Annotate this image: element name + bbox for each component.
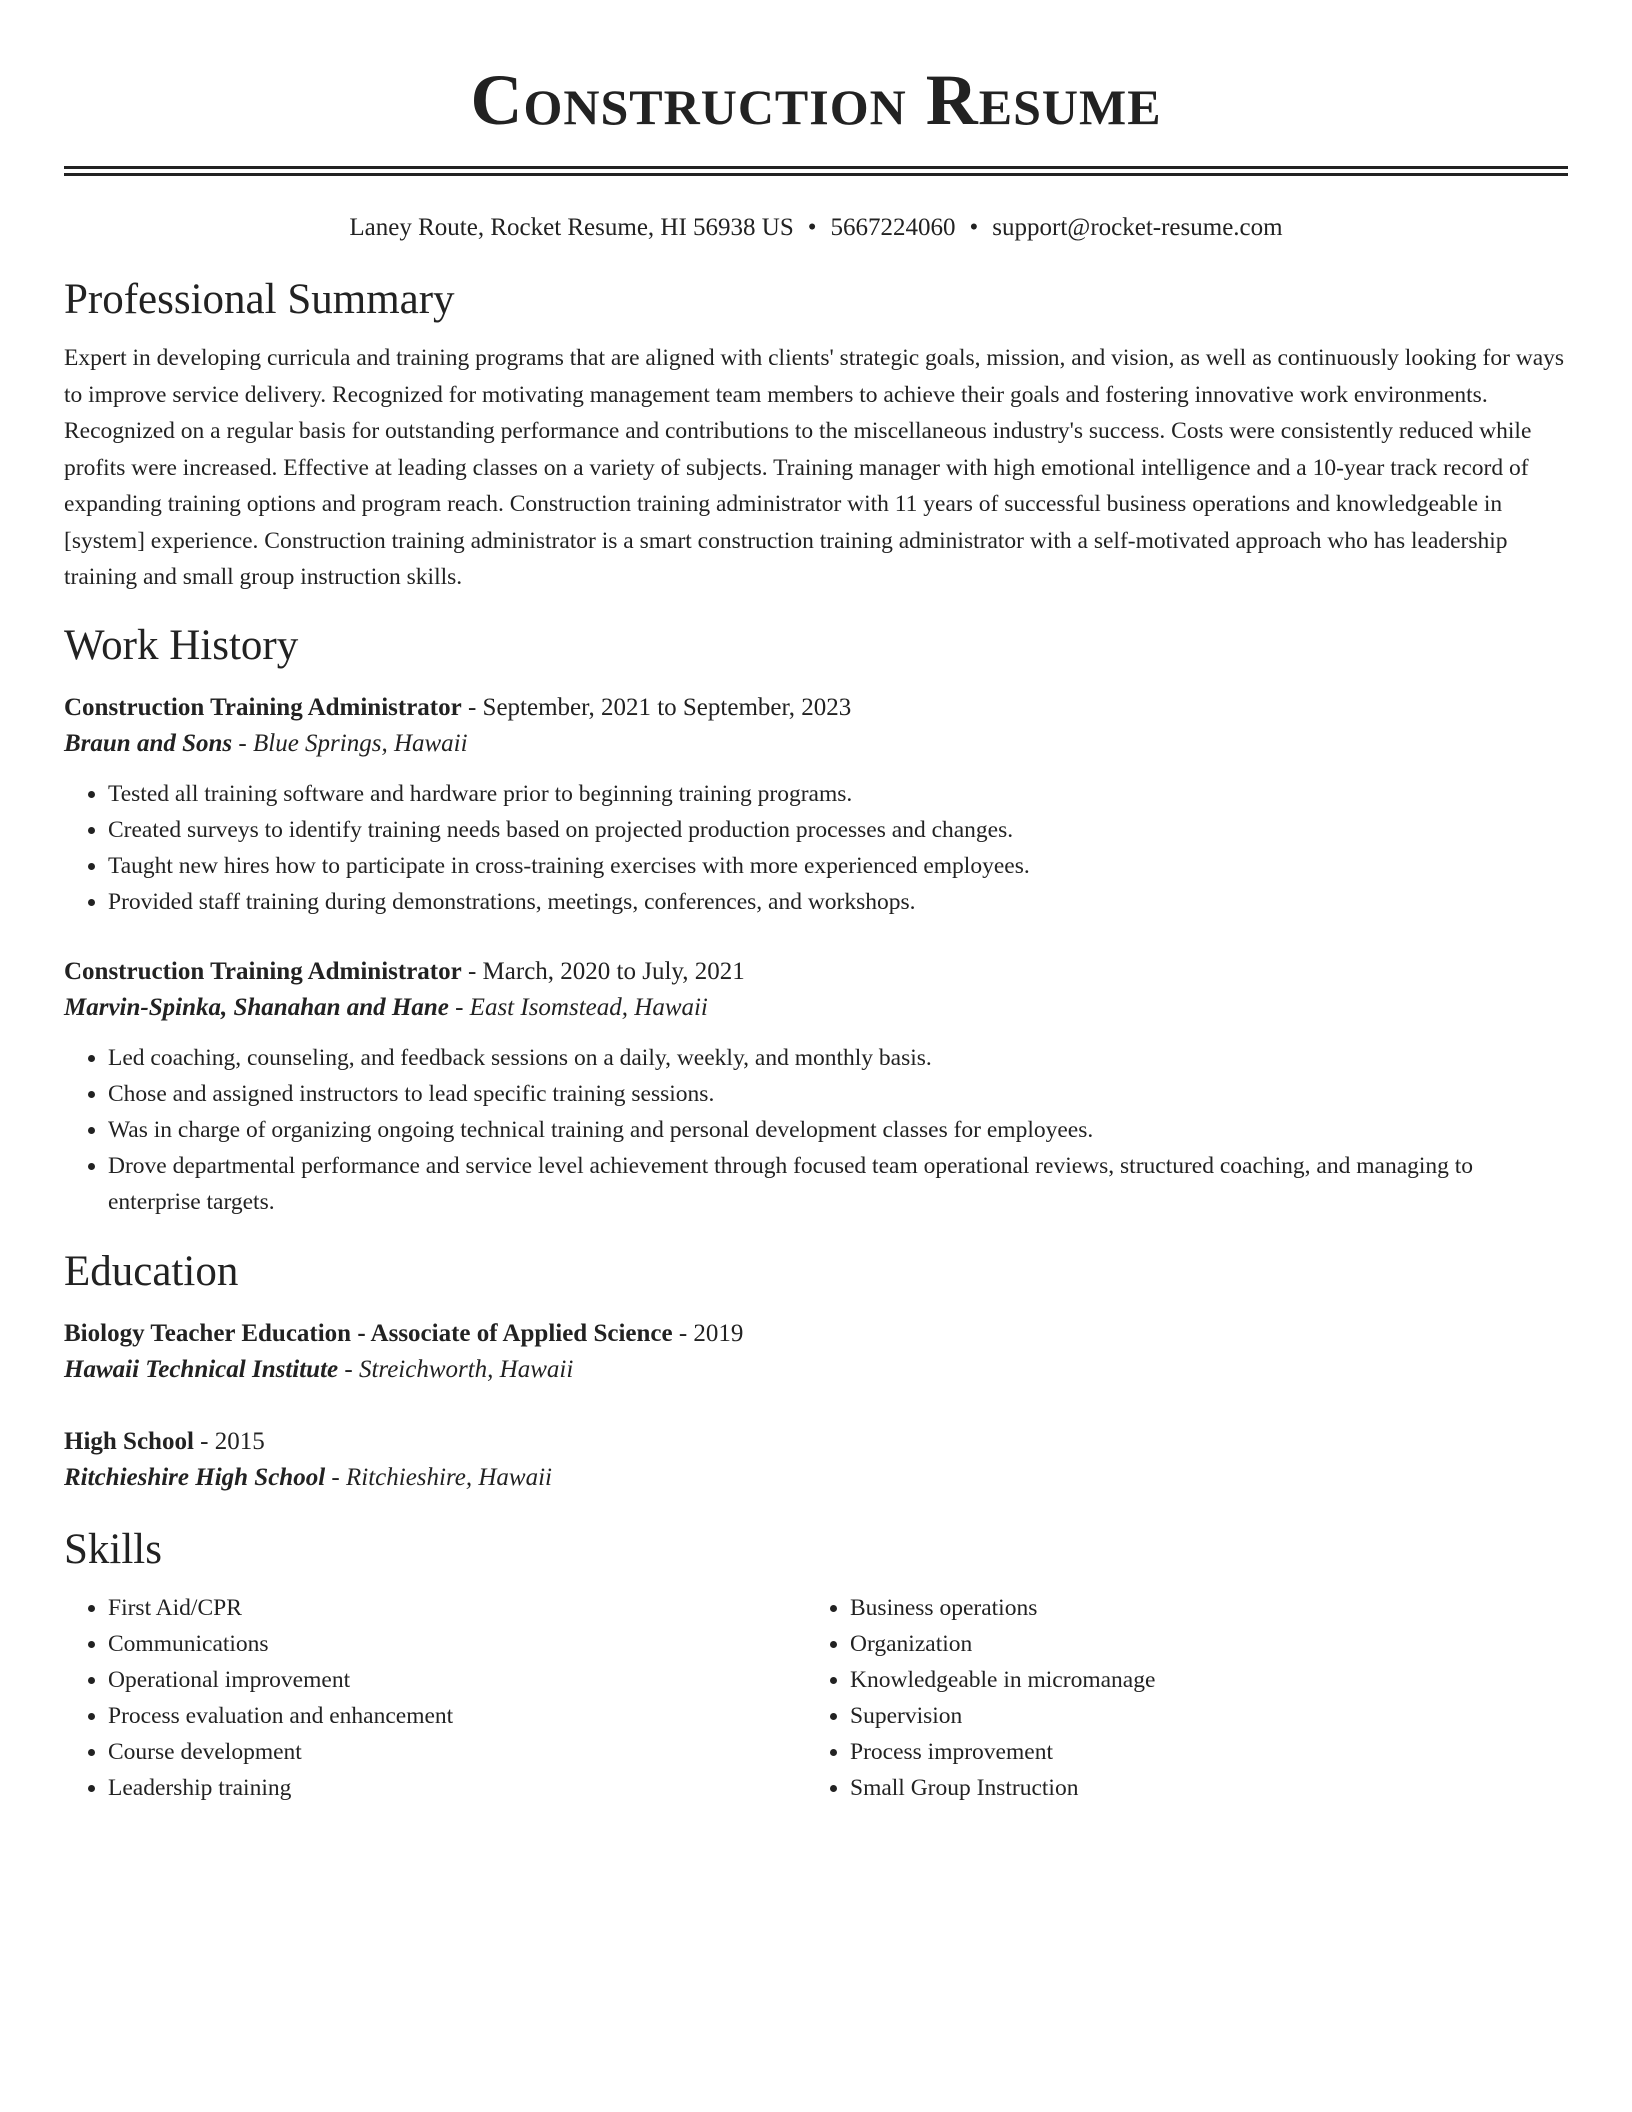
job-title-line <box>64 690 1568 726</box>
skill-item: • Knowledgeable in micromanage <box>850 1662 1548 1698</box>
education-school: Hawaii Technical Institute <box>64 1355 339 1383</box>
job-location: - East Isomstead, Hawaii <box>448 993 708 1021</box>
skills-list-left <box>64 1590 806 1806</box>
job-bullets <box>64 776 1568 920</box>
job-bullet: • Tested all training software and hardware prior to beginning training programs. <box>108 776 1568 812</box>
skill-item: • Business operations <box>850 1590 1548 1626</box>
education-year: - 2015 <box>193 1427 265 1455</box>
education-degree-line <box>64 1424 1568 1460</box>
job-entry <box>64 690 1568 920</box>
skills-heading: Skills <box>64 1525 162 1573</box>
resume-title: Construction Resume <box>470 60 1162 140</box>
work-history-heading: Work History <box>64 621 299 669</box>
skill-item: • Organization <box>850 1626 1548 1662</box>
job-entry <box>64 954 1568 1220</box>
job-bullet: • Was in charge of organizing ongoing technical training and personal development classes for employees. <box>108 1112 1568 1148</box>
skill-item: • Operational improvement <box>108 1662 806 1698</box>
contact-line <box>64 212 1568 244</box>
skills-columns <box>64 1590 1568 1806</box>
education-degree: High School <box>64 1427 194 1455</box>
job-company-line <box>64 990 1568 1026</box>
title-double-rule <box>64 166 1568 176</box>
job-company-line <box>64 726 1568 762</box>
education-heading: Education <box>64 1247 239 1295</box>
contact-separator: • <box>807 214 817 241</box>
education-location: - Ritchieshire, Hawaii <box>325 1463 552 1491</box>
education-school-line <box>64 1460 1568 1496</box>
skill-item: • Supervision <box>850 1698 1548 1734</box>
job-title-line <box>64 954 1568 990</box>
skill-item: • First Aid/CPR <box>108 1590 806 1626</box>
job-title: Construction Training Administrator <box>64 693 462 721</box>
skill-item: • Course development <box>108 1734 806 1770</box>
skill-item: • Leadership training <box>108 1770 806 1806</box>
education-year: - 2019 <box>672 1319 744 1347</box>
job-company: Braun and Sons <box>64 729 233 757</box>
education-location: - Streichworth, Hawaii <box>338 1355 574 1383</box>
summary-heading: Professional Summary <box>64 276 455 323</box>
contact-phone: 5667224060 <box>830 214 956 241</box>
contact-address: Laney Route, Rocket Resume, HI 56938 US <box>349 214 794 241</box>
skill-item: • Small Group Instruction <box>850 1770 1548 1806</box>
skills-list-right <box>806 1590 1548 1806</box>
contact-email: support@rocket-resume.com <box>992 214 1283 241</box>
job-title: Construction Training Administrator <box>64 957 462 985</box>
summary-text: Expert in developing curricula and training programs that are aligned with clients' strategic goals, mission, and vision, as well as continuously looking for ways to improve service delivery. Recognized for motivating management team members to achieve their goals and fostering innovative work environments. Recognized on a regular basis for outstanding performance and contributions to the miscellaneous industry's success. Costs were consistently reduced while profits were increased. Effective at leading classes on a variety of subjects. Training manager with high emotional intelligence and a 10-year track record of expanding training options and program reach. Construction training administrator with 11 years of successful business operations and knowledgeable in [system] experience. Construction training administrator is a smart construction training administrator with a self-motivated approach who has leadership training and small group instruction skills. <box>64 345 1565 590</box>
skill-item: • Process evaluation and enhancement <box>108 1698 806 1734</box>
job-dates: - September, 2021 to September, 2023 <box>461 693 852 721</box>
education-entry <box>64 1316 1568 1388</box>
education-degree-line <box>64 1316 1568 1352</box>
job-bullet: • Drove departmental performance and service level achievement through focused team operational reviews, structured coaching, and managing to enterprise targets. <box>108 1148 1568 1220</box>
job-dates: - March, 2020 to July, 2021 <box>461 957 745 985</box>
education-school: Ritchieshire High School <box>64 1463 326 1491</box>
education-school-line <box>64 1352 1568 1388</box>
job-bullet: • Chose and assigned instructors to lead specific training sessions. <box>108 1076 1568 1112</box>
contact-separator: • <box>969 214 979 241</box>
skill-item: • Process improvement <box>850 1734 1548 1770</box>
skill-item: • Communications <box>108 1626 806 1662</box>
job-location: - Blue Springs, Hawaii <box>232 729 468 757</box>
job-bullet: • Provided staff training during demonstrations, meetings, conferences, and workshops. <box>108 884 1568 920</box>
education-degree: Biology Teacher Education - Associate of Applied Science <box>64 1319 673 1347</box>
job-bullet: • Led coaching, counseling, and feedback sessions on a daily, weekly, and monthly basis. <box>108 1040 1568 1076</box>
job-company: Marvin-Spinka, Shanahan and Hane <box>64 993 449 1021</box>
job-bullet: • Taught new hires how to participate in cross-training exercises with more experienced employees. <box>108 848 1568 884</box>
job-bullets <box>64 1040 1568 1220</box>
education-entry <box>64 1424 1568 1496</box>
job-bullet: • Created surveys to identify training needs based on projected production processes and changes. <box>108 812 1568 848</box>
